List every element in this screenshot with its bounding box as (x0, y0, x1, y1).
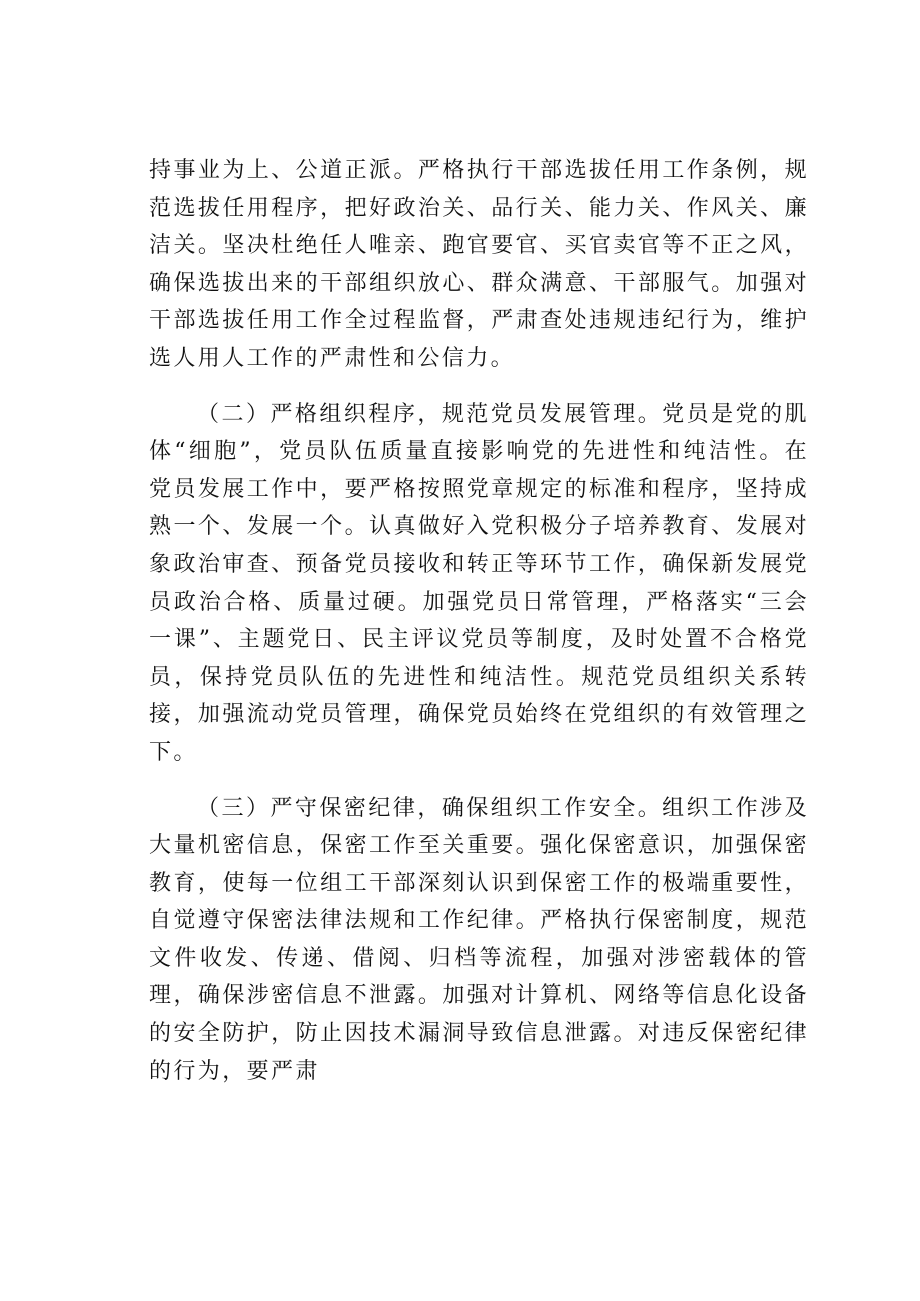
document-body (149, 152, 809, 1108)
paragraph-3: （三）严守保密纪律，确保组织工作安全。组织工作涉及大量机密信息，保密工作至关重要。强化保密意识，加强保密教育，使每一位组工干部深刻认识到保密工作的极端重要性，自觉遵守保密法律法规和工作纪律。严格执行保密制度，规范文件收发、传递、借阅、归档等流程，加强对涉密载体的管理，确保涉密信息不泄露。加强对计算机、网络等信息化设备的安全防护，防止因技术漏洞导致信息泄露。对违反保密纪律的行为，要严肃 (149, 795, 809, 1084)
paragraph-1: 持事业为上、公道正派。严格执行干部选拔任用工作条例，规范选拔任用程序，把好政治关、品行关、能力关、作风关、廉洁关。坚决杜绝任人唯亲、跑官要官、买官卖官等不正之风，确保选拔出来的干部组织放心、群众满意、干部服气。加强对干部选拔任用工作全过程监督，严肃查处违规违纪行为，维护选人用人工作的严肃性和公信力。 (149, 158, 809, 371)
paragraph-2: （二）严格组织程序，规范党员发展管理。党员是党的肌体“细胞”，党员队伍质量直接影响党的先进性和纯洁性。在党员发展工作中，要严格按照党章规定的标准和程序，坚持成熟一个、发展一个。认真做好入党积极分子培养教育、发展对象政治审查、预备党员接收和转正等环节工作，确保新发展党员政治合格、质量过硬。加强党员日常管理，严格落实“三会一课”、主题党日、民主评议党员等制度，及时处置不合格党员，保持党员队伍的先进性和纯洁性。规范党员组织关系转接，加强流动党员管理，确保党员始终在党组织的有效管理之下。 (149, 401, 809, 765)
